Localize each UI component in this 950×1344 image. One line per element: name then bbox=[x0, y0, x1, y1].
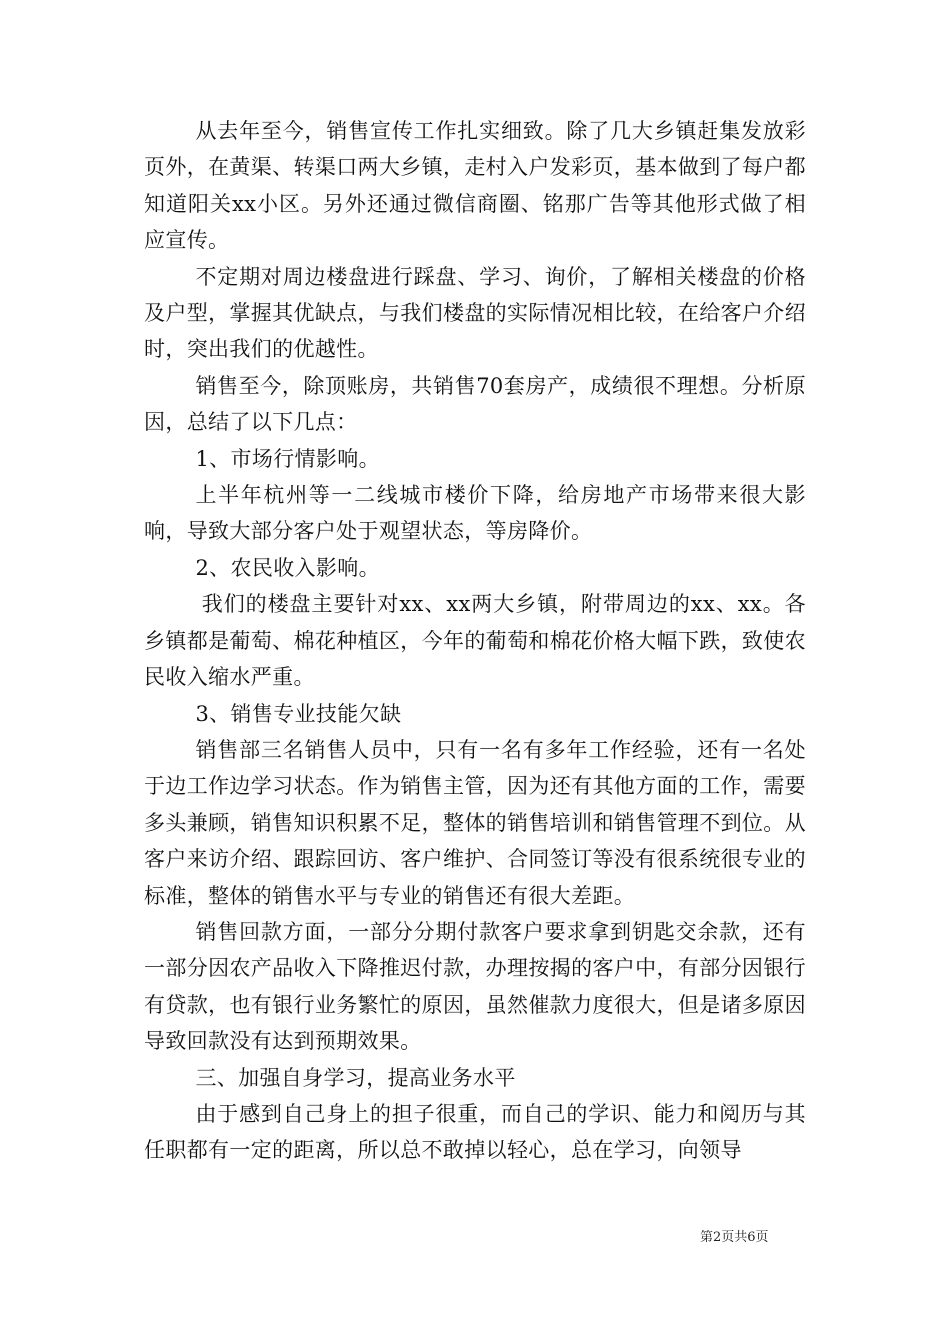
heading-self-learning: 三、加强自身学习，提高业务水平 bbox=[195, 1065, 516, 1090]
paragraph-sales-results: 销售至今，除顶账房，共销售70套房产，成绩很不理想。分析原因，总结了以下几点： bbox=[144, 373, 806, 435]
paragraph-market-impact: 上半年杭州等一二线城市楼价下降，给房地产市场带来很大影响，导致大部分客户处于观望状态，等房降价。 bbox=[144, 483, 806, 544]
heading-farmer-income: 2、农民收入影响。 bbox=[195, 555, 380, 580]
paragraph-sales-skills: 销售部三名销售人员中，只有一名有多年工作经验，还有一名处于边工作边学习状态。作为销售主管，因为还有其他方面的工作，需要多头兼顾，销售知识积累不足，整体的销售培训和销售管理不到位。从客户来访介绍、跟踪回访、客户维护、合同签订等没有很系统很专业的标准，整体的销售水平与专业的销售还有很大差距。 bbox=[144, 737, 806, 908]
document-body bbox=[144, 113, 806, 1169]
paragraph-payment-collection: 销售回款方面，一部分分期付款客户要求拿到钥匙交余款，还有一部分因农产品收入下降推迟付款，办理按揭的客户中，有部分因银行有贷款，也有银行业务繁忙的原因，虽然催款力度很大，但是诸多原因导致回款没有达到预期效果。 bbox=[144, 919, 806, 1054]
page-number: 第2页共6页 bbox=[700, 1230, 769, 1245]
heading-market-impact: 1、市场行情影响。 bbox=[195, 446, 380, 471]
paragraph-self-learning: 由于感到自己身上的担子很重，而自己的学识、能力和阅历与其任职都有一定的距离，所以总不敢掉以轻心，总在学习，向领导 bbox=[144, 1101, 806, 1163]
paragraph-sales-promotion: 从去年至今，销售宣传工作扎实细致。除了几大乡镇赶集发放彩页外，在黄渠、转渠口两大乡镇，走村入户发彩页，基本做到了每户都知道阳关xx小区。另外还通过微信商圈、铭那广告等其他形式做了相应宣传。 bbox=[144, 119, 806, 253]
heading-sales-skills: 3、销售专业技能欠缺 bbox=[195, 701, 402, 726]
paragraph-farmer-income: 我们的楼盘主要针对xx、xx两大乡镇，附带周边的xx、xx。各乡镇都是葡萄、棉花种植区，今年的葡萄和棉花价格大幅下跌，致使农民收入缩水严重。 bbox=[144, 592, 806, 690]
paragraph-competitor-research: 不定期对周边楼盘进行踩盘、学习、询价，了解相关楼盘的价格及户型，掌握其优缺点，与我们楼盘的实际情况相比较，在给客户介绍时，突出我们的优越性。 bbox=[144, 264, 806, 362]
